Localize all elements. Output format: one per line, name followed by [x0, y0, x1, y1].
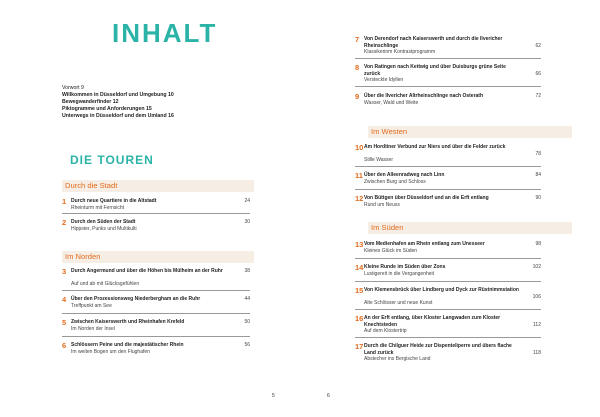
intro-item[interactable]: Vorwort 9 — [62, 85, 84, 91]
entry-title: Von Büttgen über Düsseldorf und an die Erft entlang — [364, 195, 489, 201]
divider — [355, 58, 541, 59]
entry-number: 13 — [355, 240, 364, 249]
entry-subtitle: Abstecher ins Bergische Land — [364, 356, 431, 362]
entry-title: Über den Prozessionsweg Niederbergham an die Ruhr — [71, 296, 201, 302]
entry-number: 4 — [62, 295, 67, 304]
entry-subtitle: Im weiten Bogen um den Flughafen — [71, 348, 150, 355]
entry-subtitle: Rund um Neuss — [364, 201, 400, 208]
divider — [355, 189, 541, 190]
section-heading — [62, 180, 254, 192]
entry-title: Kleine Runde im Süden über Zons — [364, 264, 446, 270]
divider — [62, 336, 250, 337]
right-page — [300, 0, 600, 417]
section-heading — [368, 126, 572, 138]
entry-page: 56 — [244, 342, 250, 348]
divider — [355, 258, 541, 259]
entry-subtitle: Im Norden der Insel — [71, 325, 115, 332]
entry-title: Vom Medienhafen am Rhein entlang zum Unesseer — [364, 241, 485, 247]
intro-list — [62, 85, 282, 120]
entry-page: 66 — [535, 71, 541, 77]
entry-subtitle: Auf und ab mit Glücksgefühlen — [71, 281, 140, 287]
section-label: Im Westen — [371, 127, 408, 136]
entry-number: 8 — [355, 63, 360, 72]
intro-item[interactable]: Willkommen in Düsseldorf und Umgebung 10 — [62, 92, 174, 98]
entry-page: 118 — [533, 350, 541, 356]
entry-title: Schlössern Peine und die majestätischer Rhein — [71, 342, 184, 348]
section-heading — [368, 222, 572, 234]
entry-subtitle: Auf dem Klostertrip — [364, 328, 407, 334]
entry-title: Durch Angermund und über die Höhen bis Mülheim an der Ruhr — [71, 268, 223, 274]
entry-page: 38 — [244, 268, 250, 274]
divider — [62, 313, 250, 314]
divider — [62, 290, 250, 291]
entry-number: 11 — [355, 171, 363, 180]
entry-title: Durch den Süden der Stadt — [71, 219, 136, 225]
entry-subtitle: Klassikerinm Kontrastprogramm — [364, 49, 436, 55]
entry-number: 3 — [62, 267, 67, 276]
section-label: Im Süden — [371, 223, 404, 232]
entry-page: 84 — [535, 172, 541, 178]
entry-subtitle: Zwischen Burg und Schloss — [364, 178, 426, 185]
entry-title: Von Derendorf nach Kaiserswerth und durch die Ilvericher Rheinschlinge — [364, 36, 503, 49]
entry-page: 72 — [535, 93, 541, 99]
page-number: 6 — [327, 393, 330, 399]
divider — [355, 337, 541, 338]
entry-number: 17 — [355, 342, 364, 351]
intro-item[interactable]: Unterwegs in Düsseldorf und dem Umland 16 — [62, 113, 174, 119]
page-number: 5 — [272, 393, 275, 399]
entry-page: 112 — [533, 322, 541, 328]
entry-number: 5 — [62, 318, 67, 327]
entry-page: 24 — [244, 198, 250, 204]
entry-title: An der Erft entlang, über Kloster Langwaden zum Kloster Knechtsteden — [364, 315, 501, 328]
entry-title: Über die Ilvericher Altrheinschlinge nach Osterath — [364, 93, 484, 99]
entry-page: 102 — [532, 264, 541, 270]
entry-page: 106 — [532, 294, 541, 300]
entry-subtitle: Alte Schlösser und neue Kunst — [364, 300, 433, 306]
entry-page: 78 — [535, 151, 541, 157]
entry-number: 15 — [355, 286, 364, 295]
entry-title: Am Hordtiner Verbund zur Niers und über die Felder zurück — [364, 144, 506, 150]
entry-page: 50 — [244, 319, 250, 325]
divider — [355, 309, 541, 310]
section-label: Durch die Stadt — [65, 181, 118, 190]
section-heading — [62, 251, 254, 263]
entry-title: Von Ratingen nach Kettwig und über Duisburgs grüne Seite zurück — [364, 64, 506, 77]
divider — [355, 166, 541, 167]
entry-page: 90 — [535, 195, 541, 201]
divider — [355, 281, 541, 282]
entry-subtitle: Rheinturm mit Fernsicht — [71, 204, 125, 211]
entry-title: Von Klemensbrück über Lindberg und Dyck zur Rüstnimmstation — [364, 287, 519, 293]
entry-number: 10 — [355, 143, 364, 152]
entry-page: 62 — [535, 43, 541, 49]
entry-number: 2 — [62, 218, 67, 227]
entry-number: 1 — [62, 197, 67, 206]
entry-number: 12 — [355, 194, 364, 203]
divider — [62, 213, 250, 214]
entry-number: 7 — [355, 35, 360, 44]
entry-subtitle: Lustigereit in die Vergangenheit — [364, 270, 435, 277]
entry-title: Über den Alleenradweg nach Linn — [364, 172, 445, 178]
entry-page: 30 — [244, 219, 250, 225]
intro-item[interactable]: Piktogramme und Anforderungen 15 — [62, 106, 152, 112]
entry-page: 98 — [535, 241, 541, 247]
entry-title: Zwischen Kaiserswerth und Rheinhafen Krefeld — [71, 319, 185, 325]
divider — [355, 86, 541, 87]
entry-subtitle: Wasser, Wald und Weite — [364, 99, 419, 106]
entry-number: 6 — [62, 341, 67, 350]
entry-page: 44 — [244, 296, 250, 302]
entry-number: 16 — [355, 314, 364, 323]
section-label: Im Norden — [65, 252, 101, 261]
intro-item[interactable]: Bewegwanderfinder 12 — [62, 99, 119, 105]
entry-title: Durch neue Quartiere in die Altstadt — [71, 198, 157, 204]
touren-heading: DIE TOUREN — [70, 153, 154, 167]
entry-subtitle: Stille Wasser — [364, 157, 393, 163]
entry-subtitle: Kleines Glück im Süden — [364, 247, 418, 254]
entry-subtitle: Treffpunkt am See — [71, 302, 112, 309]
entry-title: Durch die Chilguer Heide zur Dispenteliperre und übers flache Land zurück — [364, 343, 512, 356]
page-title: INHALT — [112, 18, 218, 48]
entry-number: 9 — [355, 92, 360, 101]
entry-subtitle: Hippster, Punks und Multikulti — [71, 225, 137, 232]
entry-subtitle: Versteckte Idyllen — [364, 77, 404, 83]
entry-number: 14 — [355, 263, 364, 272]
